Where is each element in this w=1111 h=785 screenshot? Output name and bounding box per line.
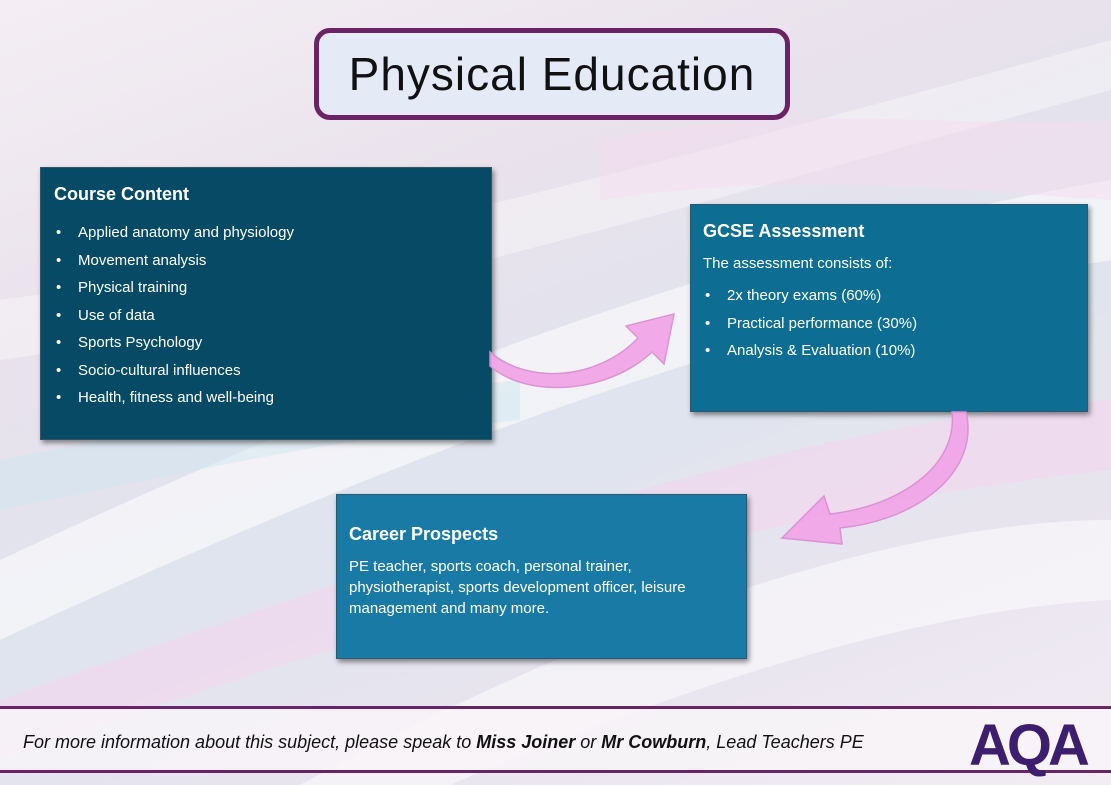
- footer-contact-text: [23, 732, 864, 753]
- aqa-logo: AQA: [969, 713, 1086, 778]
- list-item: • Analysis & Evaluation (10%): [703, 337, 1075, 365]
- footer-suffix: , Lead Teachers PE: [706, 732, 864, 752]
- teacher-name-1: Miss Joiner: [476, 732, 576, 752]
- footer-prefix: For more information about this subject, please speak to: [23, 732, 477, 752]
- career-prospects-panel: [336, 494, 747, 659]
- list-item: • 2x theory exams (60%): [703, 282, 1075, 310]
- course-content-panel: [40, 167, 492, 440]
- list-item: • Movement analysis: [54, 247, 478, 275]
- course-content-list: [54, 219, 478, 412]
- career-prospects-heading: Career Prospects: [349, 524, 499, 544]
- footer-mid: or: [575, 732, 602, 752]
- curved-arrow-icon: [488, 290, 688, 390]
- page-title: Physical Education: [348, 48, 756, 100]
- curved-arrow-icon: [780, 410, 980, 560]
- list-item: • Applied anatomy and physiology: [54, 219, 478, 247]
- list-item: • Physical training: [54, 274, 478, 302]
- list-item: • Health, fitness and well-being: [54, 384, 478, 412]
- gcse-intro-text: The assessment consists of:: [703, 255, 893, 272]
- list-item: • Practical performance (30%): [703, 310, 1075, 338]
- gcse-assessment-list: [703, 282, 1075, 365]
- title-box: [314, 28, 790, 120]
- footer-bar: [0, 706, 1111, 778]
- career-prospects-text: PE teacher, sports coach, personal trainer, physiotherapist, sports development officer, leisure management and many more.: [349, 558, 686, 617]
- course-content-heading: Course Content: [54, 184, 189, 204]
- teacher-name-2: Mr Cowburn: [601, 732, 707, 752]
- gcse-assessment-panel: [690, 204, 1088, 412]
- gcse-assessment-heading: GCSE Assessment: [703, 221, 865, 241]
- list-item: • Sports Psychology: [54, 329, 478, 357]
- list-item: • Socio-cultural influences: [54, 357, 478, 385]
- list-item: • Use of data: [54, 302, 478, 330]
